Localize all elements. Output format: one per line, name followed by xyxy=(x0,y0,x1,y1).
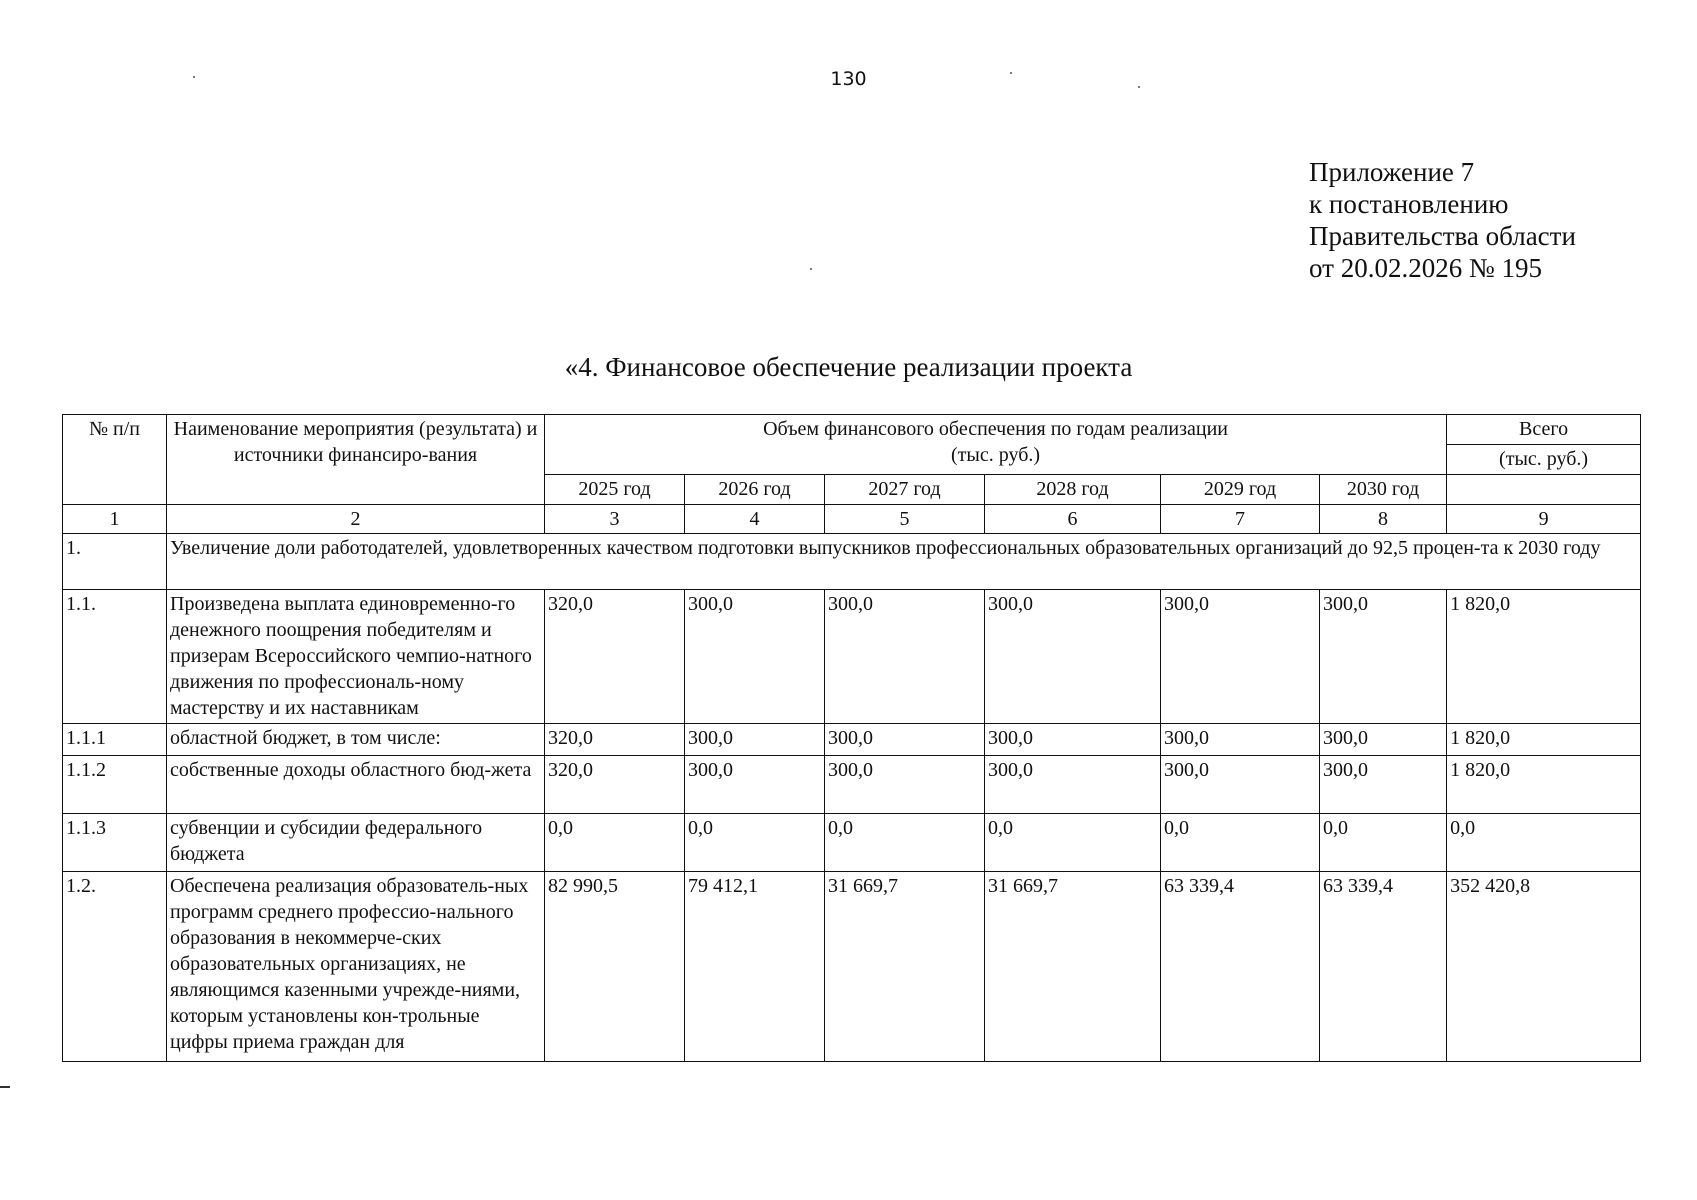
header-year: 2026 год xyxy=(685,475,825,505)
col-number: 1 xyxy=(63,505,167,534)
section-text: Увеличение доли работодателей, удовлетворенных качеством подготовки выпускников профессиональных образовательных организаций до 92,5 процен-та к 2030 году xyxy=(167,534,1641,590)
value-cell: 320,0 xyxy=(545,724,685,756)
header-year: 2030 год xyxy=(1320,475,1447,505)
value-cell: 300,0 xyxy=(685,756,825,814)
header-volume-line2: (тыс. руб.) xyxy=(951,444,1041,466)
value-cell: 300,0 xyxy=(1320,756,1447,814)
value-cell: 300,0 xyxy=(685,590,825,724)
row-name: Произведена выплата единовременно-го денежного поощрения победителям и призерам Всероссийского чемпио-натного движения по профессиональ-ному мастерству и их наставникам xyxy=(167,590,545,724)
value-cell: 300,0 xyxy=(1320,590,1447,724)
section-num: 1. xyxy=(63,534,167,590)
value-cell: 300,0 xyxy=(825,724,985,756)
value-cell: 0,0 xyxy=(1161,814,1320,872)
row-num: 1.1.1 xyxy=(63,724,167,756)
financing-table xyxy=(62,414,1641,1062)
value-cell: 320,0 xyxy=(545,756,685,814)
value-cell: 300,0 xyxy=(985,590,1161,724)
appendix-line: от 20.02.2026 № 195 xyxy=(1309,253,1542,283)
header-volume-line1: Объем финансового обеспечения по годам реализации xyxy=(763,418,1228,440)
row-name: областной бюджет, в том числе: xyxy=(167,724,545,756)
appendix-line: Правительства области xyxy=(1309,221,1576,251)
col-number: 9 xyxy=(1447,505,1641,534)
value-cell: 1 820,0 xyxy=(1447,590,1641,724)
header-year: 2027 год xyxy=(825,475,985,505)
value-cell: 31 669,7 xyxy=(825,872,985,1062)
table-row xyxy=(63,724,1641,756)
value-cell: 0,0 xyxy=(685,814,825,872)
col-number: 5 xyxy=(825,505,985,534)
document-title: «4. Финансовое обеспечение реализации проекта xyxy=(564,352,1133,382)
scan-dot xyxy=(193,76,195,78)
value-cell: 82 990,5 xyxy=(545,872,685,1062)
col-number: 6 xyxy=(985,505,1161,534)
header-year: 2025 год xyxy=(545,475,685,505)
header-volume xyxy=(545,415,1447,475)
header-name: Наименование мероприятия (результата) и источники финансиро-вания xyxy=(167,415,545,505)
value-cell: 300,0 xyxy=(1161,756,1320,814)
col-number: 7 xyxy=(1161,505,1320,534)
row-num: 1.1.2 xyxy=(63,756,167,814)
scan-mark xyxy=(0,1086,10,1088)
value-cell: 300,0 xyxy=(985,756,1161,814)
row-num: 1.1. xyxy=(63,590,167,724)
value-cell: 300,0 xyxy=(825,756,985,814)
value-cell: 31 669,7 xyxy=(985,872,1161,1062)
appendix-line: к постановлению xyxy=(1309,189,1509,219)
value-cell: 1 820,0 xyxy=(1447,724,1641,756)
value-cell: 300,0 xyxy=(1161,724,1320,756)
page-number: 130 xyxy=(830,68,867,90)
value-cell: 0,0 xyxy=(545,814,685,872)
header-year: 2029 год xyxy=(1161,475,1320,505)
value-cell: 63 339,4 xyxy=(1161,872,1320,1062)
value-cell: 320,0 xyxy=(545,590,685,724)
header-year: 2028 год xyxy=(985,475,1161,505)
table-row xyxy=(63,814,1641,872)
appendix-line: Приложение 7 xyxy=(1309,157,1475,187)
row-num: 1.1.3 xyxy=(63,814,167,872)
table-row xyxy=(63,872,1641,1062)
table-row xyxy=(63,590,1641,724)
value-cell: 0,0 xyxy=(985,814,1161,872)
row-num: 1.2. xyxy=(63,872,167,1062)
value-cell: 0,0 xyxy=(1447,814,1641,872)
value-cell: 63 339,4 xyxy=(1320,872,1447,1062)
value-cell: 0,0 xyxy=(825,814,985,872)
header-num: № п/п xyxy=(63,415,167,505)
section-row xyxy=(63,534,1641,590)
value-cell: 300,0 xyxy=(825,590,985,724)
scan-dot xyxy=(810,268,812,270)
value-cell: 352 420,8 xyxy=(1447,872,1641,1062)
table-row xyxy=(63,756,1641,814)
col-number: 8 xyxy=(1320,505,1447,534)
value-cell: 300,0 xyxy=(985,724,1161,756)
appendix-block xyxy=(1309,156,1576,284)
value-cell: 300,0 xyxy=(1320,724,1447,756)
header-empty-cell xyxy=(1447,475,1641,505)
row-name: субвенции и субсидии федерального бюджета xyxy=(167,814,545,872)
col-number: 2 xyxy=(167,505,545,534)
row-name: собственные доходы областного бюд-жета xyxy=(167,756,545,814)
header-total: Всего xyxy=(1447,415,1641,445)
header-total-unit: (тыс. руб.) xyxy=(1447,445,1641,475)
value-cell: 300,0 xyxy=(685,724,825,756)
scan-dot xyxy=(1138,86,1140,88)
value-cell: 1 820,0 xyxy=(1447,756,1641,814)
value-cell: 300,0 xyxy=(1161,590,1320,724)
value-cell: 79 412,1 xyxy=(685,872,825,1062)
col-number: 3 xyxy=(545,505,685,534)
row-name: Обеспечена реализация образователь-ных программ среднего профессио-нального образования в некоммерче-ских образовательных организациях, не являющимся казенными учрежде-ниями, которым установлены кон-трольные цифры приема граждан для xyxy=(167,872,545,1062)
scan-dot xyxy=(1010,72,1012,74)
value-cell: 0,0 xyxy=(1320,814,1447,872)
col-number: 4 xyxy=(685,505,825,534)
